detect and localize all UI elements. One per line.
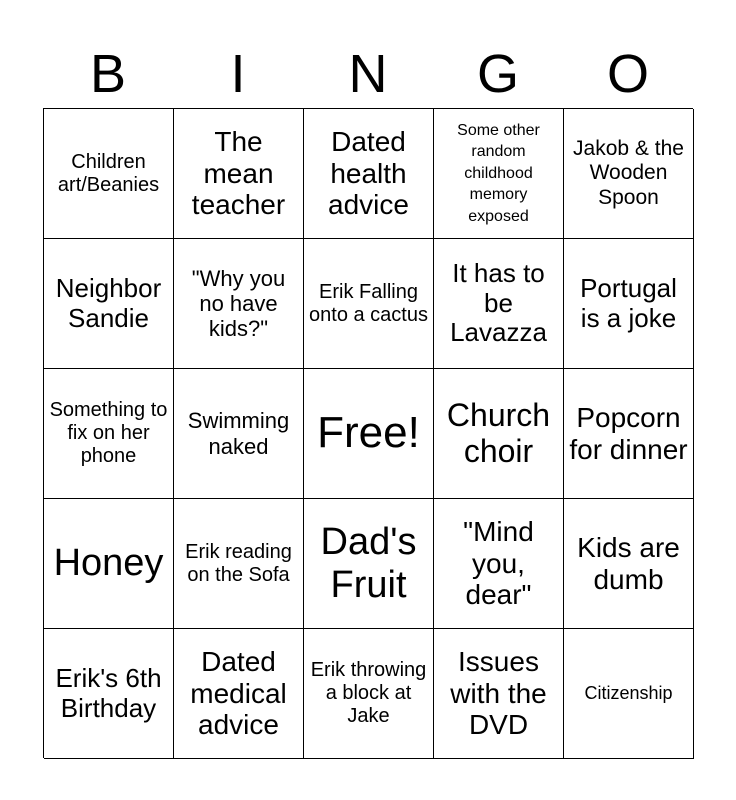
bingo-cell[interactable] <box>174 239 304 369</box>
bingo-cell[interactable] <box>564 499 694 629</box>
cell-text: "Mind you, dear" <box>463 516 534 611</box>
cell-text: Some other random childhood memory exposed <box>457 121 540 225</box>
header-letter-g: G <box>476 44 519 104</box>
bingo-cell[interactable] <box>174 499 304 629</box>
cell-text: Erik throwing a block at Jake <box>310 659 427 727</box>
bingo-cell[interactable] <box>434 629 564 759</box>
cell-text: Church choir <box>446 396 551 469</box>
header-letter-i: I <box>230 44 246 104</box>
cell-text: Swimming naked <box>187 408 290 459</box>
bingo-cell[interactable] <box>44 239 174 369</box>
bingo-cell[interactable] <box>304 239 434 369</box>
bingo-board <box>43 108 693 758</box>
free-space-text: Free! <box>317 408 420 458</box>
cell-text: Popcorn for dinner <box>569 402 688 465</box>
cell-text: The mean teacher <box>191 126 286 221</box>
cell-text: Something to fix on her phone <box>49 399 168 467</box>
cell-text: Issues with the DVD <box>450 646 547 741</box>
cell-text: It has to be Lavazza <box>450 257 547 348</box>
cell-text: Children art/Beanies <box>57 150 160 196</box>
bingo-cell[interactable] <box>434 499 564 629</box>
cell-text: Honey <box>53 542 164 585</box>
free-space-cell[interactable] <box>304 369 434 499</box>
cell-text: Dated medical advice <box>190 646 287 741</box>
cell-text: Neighbor Sandie <box>55 272 162 333</box>
cell-text: Citizenship <box>584 683 673 704</box>
bingo-cell[interactable] <box>44 499 174 629</box>
header-letter-o: O <box>606 44 649 104</box>
cell-text: Erik reading on the Sofa <box>185 540 292 586</box>
cell-text: Dated health advice <box>328 126 409 221</box>
cell-text: Erik's 6th Birthday <box>55 662 162 723</box>
bingo-cell[interactable] <box>44 369 174 499</box>
header-letter-b: B <box>89 44 127 104</box>
bingo-cell[interactable] <box>44 629 174 759</box>
bingo-cell[interactable] <box>304 499 434 629</box>
bingo-cell[interactable] <box>44 109 174 239</box>
cell-text: "Why you no have kids?" <box>191 265 286 342</box>
bingo-cell[interactable] <box>434 239 564 369</box>
cell-text: Jakob & the Wooden Spoon <box>573 137 684 209</box>
bingo-cell[interactable] <box>434 369 564 499</box>
cell-text: Kids are dumb <box>577 532 680 595</box>
header-letter-n: N <box>348 44 388 104</box>
cell-text: Erik Falling onto a cactus <box>309 280 428 326</box>
bingo-cell[interactable] <box>174 109 304 239</box>
bingo-cell[interactable] <box>564 109 694 239</box>
bingo-cell[interactable] <box>564 239 694 369</box>
bingo-cell[interactable] <box>564 369 694 499</box>
bingo-cell[interactable] <box>174 369 304 499</box>
bingo-cell[interactable] <box>174 629 304 759</box>
bingo-cell[interactable] <box>304 629 434 759</box>
bingo-cell[interactable] <box>564 629 694 759</box>
bingo-cell[interactable] <box>304 109 434 239</box>
bingo-header <box>43 40 693 108</box>
bingo-cell[interactable] <box>434 109 564 239</box>
cell-text: Dad's Fruit <box>320 520 417 606</box>
cell-text: Portugal is a joke <box>580 272 677 333</box>
